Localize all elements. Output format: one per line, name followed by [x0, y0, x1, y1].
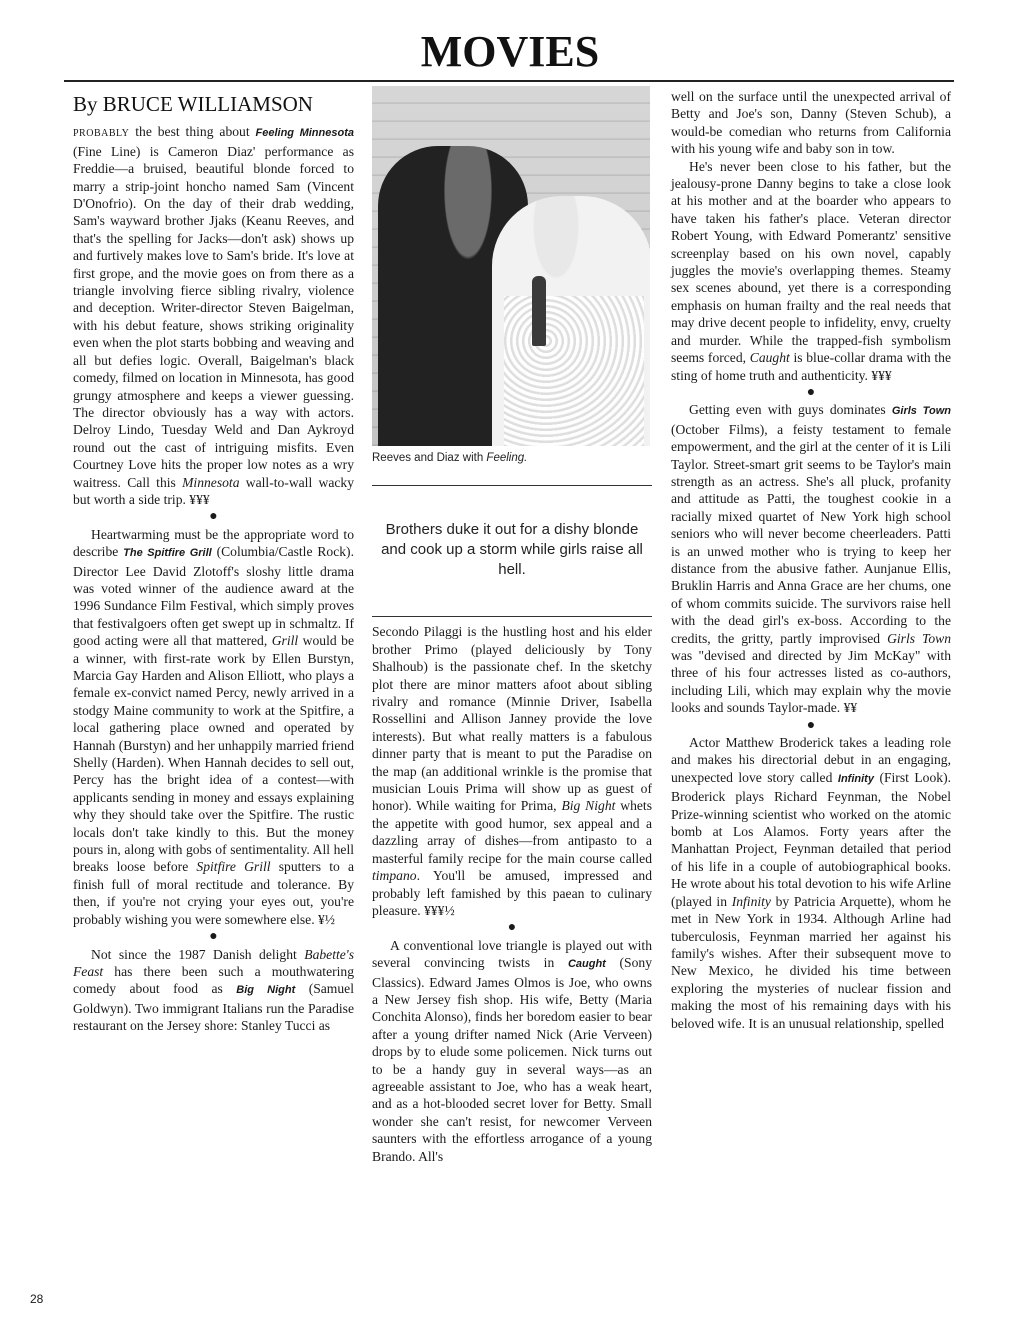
photo-wedding-dress [504, 296, 644, 446]
film-title: Infinity [837, 772, 874, 785]
text-run: (Columbia/Castle Rock). Director Lee David Zlotoff's sloshy little drama was voted winner of the audience award at the 1996 Sundance Film Festival, which simply proves that festivalgoers often get swept up in schmaltz. If good acting were all that mattered, [73, 544, 354, 649]
separator-bullet: ● [209, 929, 218, 945]
header-rule [64, 80, 954, 82]
text-run: (First Look). Broderick plays Richard Feynman, the Nobel Prize-winning scientist who worked on the atomic bomb at Los Alamos. Forty years after the Manhattan Project, Feynman detailed that period of his life in a couple of autobiographical books. He wrote about his total devotion to his wife Arline (played in [671, 769, 951, 909]
text-run: Secondo Pilaggi is the hustling host and his elder brother Primo (played deliciously by Tony Shalhoub) is the passionate chef. In the sketchy plot there are minor matters afoot about sibling rivalry and romance (Minnie Driver, Isabella Rossellini and Allison Janney provide the love interests). But what really matters is a fabulous dinner party that is meant to put the Paradise on the map (an additional wrinkle is the promise that musician Louis Prima will show up as guest of honor). While waiting for Prima, [372, 624, 652, 814]
review-infinity [671, 734, 951, 1032]
text-run: whets the appetite with good humor, sex appeal and a dazzling array of dishes—from antipasto to a masterful family recipe for the main course called [372, 798, 652, 866]
review-caught-cont-2 [671, 158, 951, 384]
separator-bullet: ● [806, 717, 816, 733]
column-2 [372, 86, 652, 1165]
text-run: Not since the 1987 Danish delight [91, 946, 305, 962]
italic-run: Caught [749, 350, 790, 366]
text-run: . You'll be amused, impressed and probably left famished by this paean to culinary pleasure. ¥¥¥½ [372, 868, 652, 918]
review-girls-town [671, 401, 951, 716]
italic-run: Grill [271, 633, 299, 649]
italic-run: Infinity [731, 893, 771, 909]
text-run: was "devised and directed by Jim McKay" with three of his four actresses listed as co-authors, including Lili, which may explain why the movie looks and sounds Taylor-made. ¥¥ [671, 648, 951, 716]
photo-bottle [532, 276, 546, 346]
italic-run: timpano [372, 868, 417, 884]
text-run: Getting even with guys dominates [689, 402, 892, 418]
separator-bullet: ● [209, 509, 218, 525]
column-3 [671, 88, 951, 1032]
byline: By BRUCE WILLIAMSON [73, 92, 313, 116]
text-run: (Sony Classics). Edward James Olmos is Joe, who owns a New Jersey fish shop. His wife, Betty (Maria Conchita Alonso), finds her boredom easier to bear after a young drifter named Nick (Arie Verveen) drops by to elude some policemen. Nick turns out to be a handy guy in several ways—as an agreeable assistant to Joe, who has a weak heart, and as a hot-blooded secret lover for Betty. Small wonder she can't resist, for newcomer Verveen saunters with the effortless arrogance of a young Brando. All's [372, 955, 652, 1164]
text-run: (Samuel Goldwyn). Two immigrant Italians run the Paradise restaurant on the Jersey shore: Stanley Tucci as [73, 981, 354, 1034]
review-caught-cont: well on the surface until the unexpected arrival of Betty and Joe's son, Danny (Steven Schub), a would-be comedian who returns from California with his young wife and baby son in tow. [671, 89, 951, 157]
text-run: by Patricia Arquette), whom he met in New York in 1934. Although Arline had tuberculosis, Feynman married her against his family's wishes. After their subsequent move to New Mexico, he divided his time between exploring the mysteries of nuclear fission and making the most of his remaining days with his beloved wife. It is an unusual relationship, spelled [671, 893, 951, 1031]
separator-bullet: ● [507, 920, 517, 936]
text-run: the best thing about [129, 124, 256, 140]
italic-run: Babette's Feast [73, 946, 354, 979]
text-run: is blue-collar drama with the sting of home truth and authenticity. ¥¥¥ [671, 350, 951, 383]
review-spitfire-grill [73, 526, 354, 928]
film-title: Girls Town [891, 405, 951, 418]
italic-run: Minnesota [182, 474, 240, 490]
text-run: would be a winner, with first-rate work by Ellen Burstyn, Marcia Gay Harden and Alison Elliott, who plays a female ex-convict named Percy, newly arrived in a stodgy Maine community to work at the Spitfire, a local gathering place owned and operated by Hannah (Burstyn) and her unhappily married friend Shelly (Harden). When Hannah decides to sell out, Percy has the bright idea of a contest—with applicants sending in money and essays explaining why they should take over the Spitfire. The rustic locals don't take kindly to this. But the money pours in, along with gobs of sentimentality. All hell breaks loose before [73, 633, 354, 875]
text-run: He's never been close to his father, but the jealousy-prone Danny begins to take a close look at his mother and at the boarder who appears to have taken his father's place. Veteran director Robert Young, with Edward Pomerantz' sensitive screenplay based on his own novel, capably juggles the movie's overlapping themes. Steamy sex scenes abound, yet there is a corresponding emphasis on human frailty and the real needs that may drive decent people to infidelity, envy, cruelty and murder. While the trapped-fish symbolism seems forced, [671, 158, 951, 366]
caption-text: Reeves and Diaz with [372, 452, 487, 464]
column-1 [73, 88, 354, 1035]
film-title: The Spitfire Grill [123, 547, 212, 560]
film-title: Feeling Minnesota [255, 127, 354, 140]
film-still-photo [372, 86, 650, 446]
review-big-night-cont [372, 623, 652, 919]
text-run: Actor Matthew Broderick takes a leading role and makes his directorial debut in an engaging, unexpected love story called [671, 735, 951, 785]
text-run: sputters to a finish full of moral rectitude and tolerance. By then, if you're not crying your eyes out, you're probably wishing you were somewhere else. ¥½ [73, 859, 354, 927]
text-run: Heartwarming must be the appropriate word to describe [73, 526, 354, 560]
lead-cap: PROBABLY [73, 128, 130, 140]
review-feeling-minnesota [73, 123, 354, 508]
italic-run: Girls Town [887, 630, 951, 646]
photo-caption [372, 450, 652, 467]
text-run: has there been such a mouthwatering comedy about food as [73, 963, 354, 997]
text-run: wall-to-wall wacky but worth a side trip. ¥¥¥ [73, 474, 354, 507]
film-title: Caught [567, 958, 606, 971]
caption-film: Feeling. [486, 452, 528, 464]
text-run: (Fine Line) is Cameron Diaz' performance as Freddie—a bruised, beautiful blonde forced to marry a strip-joint honcho named Sam (Vincent D'Onofrio). On the day of their drab wedding, Sam's wayward brother Jjaks (Keanu Reeves, and that's the spelling for Jacks—don't ask) shows up and furtively makes love to Sam's bride. It's love at first grope, and the movie goes on from there as a triangle involving fierce sibling rivalry, violence and deception. Writer-director Steven Baigelman, with his debut feature, shows striking originality even when the plot starts bobbing and weaving and all but defies logic. Overall, Baigelman's black comedy, filmed on location in Minnesota, has good grungy atmosphere and keeps a viewer guessing. The director obviously has a way with actors. Delroy Lindo, Tuesday Weld and Dan Aykroyd round out the cast of intriguing misfits. Even Courtney Love hits the proper low notes as a wry waitress. Call this [73, 143, 354, 490]
italic-run: Big Night [561, 798, 616, 814]
italic-run: Spitfire Grill [196, 859, 271, 875]
section-title: MOVIES [420, 27, 600, 76]
text-run: A conventional love triangle is played out with several convincing twists in [372, 937, 652, 971]
separator-bullet: ● [806, 384, 816, 400]
film-title: Big Night [236, 984, 296, 997]
review-caught [372, 937, 652, 1165]
pull-quote: Brothers duke it out for a dishy blonde and cook up a storm while girls raise all hell. [381, 521, 643, 579]
text-run: (October Films), a feisty testament to female empowerment, and the girl at the center of it is Lili Taylor. Street-smart grit seems to be Taylor's main strength as an actress. She's all pluck, profanity and attitude as Patti, the toughest cookie in a racially mixed quartet of New York high school seniors who will never become cheerleaders. Patti is an unwed mother who is trying to keep her distance from the abusive father. Aunjanue Ellis, Bruklin Harris and Anna Grace are her chums, one of whom commits suicide. The survivors raise hell with the dead girl's ex-boss. According to the credits, the gritty, partly improvised [671, 421, 951, 646]
review-big-night [73, 946, 354, 1035]
page-number: 28 [30, 1292, 44, 1306]
